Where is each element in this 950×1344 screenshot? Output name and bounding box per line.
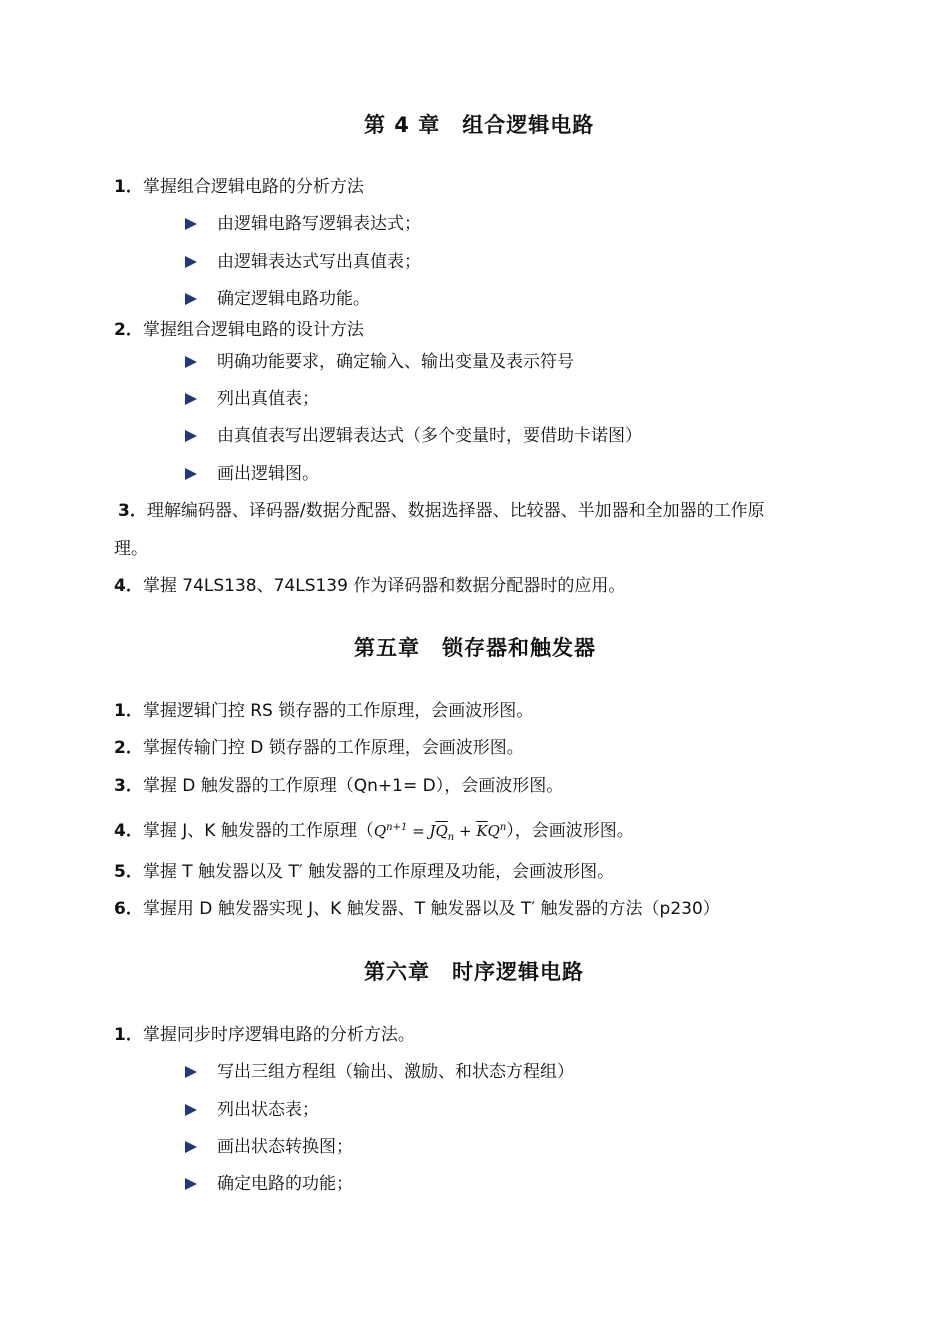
ch6-sub1-4: 确定电路的功能； <box>217 1174 353 1194</box>
bullet-arrow-icon <box>185 356 197 368</box>
ch4-item-3-continuation: 理。 <box>114 539 148 559</box>
ch4-item-2 <box>114 319 364 341</box>
item-number: 1． <box>114 177 143 197</box>
item-text: 掌握同步时序逻辑电路的分析方法。 <box>142 1025 415 1045</box>
item-number: 3． <box>114 776 143 796</box>
bullet-arrow-icon <box>185 256 197 268</box>
ch4-item-3 <box>118 500 765 522</box>
chapter6-title: 第六章 时序逻辑电路 <box>364 960 584 984</box>
item-number: 4． <box>114 576 143 596</box>
ch4-sub1-2: 由逻辑表达式写出真值表； <box>217 252 421 272</box>
item-text: 掌握组合逻辑电路的分析方法 <box>142 177 364 197</box>
ch4-sub2-2: 列出真值表； <box>217 389 319 409</box>
item-text: 理解编码器、译码器/数据分配器、数据选择器、比较器、半加器和全加器的工作原 <box>146 501 765 521</box>
item-number: 6． <box>114 899 143 919</box>
ch5-item-2 <box>114 737 524 759</box>
ch4-sub1-3: 确定逻辑电路功能。 <box>217 289 370 309</box>
item-number: 3． <box>118 501 147 521</box>
ch5-item-4 <box>114 817 634 849</box>
ch6-sub1-2: 列出状态表； <box>217 1100 319 1120</box>
bullet-arrow-icon <box>185 1066 197 1078</box>
bullet-arrow-icon <box>185 293 197 305</box>
item-text: 掌握 D 触发器的工作原理（Qn+1= D），会画波形图。 <box>142 776 564 796</box>
item-text: 掌握组合逻辑电路的设计方法 <box>142 320 364 340</box>
bullet-arrow-icon <box>185 1104 197 1116</box>
item-text: 掌握 J、K 触发器的工作原理（ <box>142 821 374 841</box>
ch5-item-3 <box>114 775 563 797</box>
item-number: 2． <box>114 738 143 758</box>
item-number: 1． <box>114 701 143 721</box>
item-text-after: ），会画波形图。 <box>506 821 634 841</box>
chapter4-title: 第 4 章 组合逻辑电路 <box>364 113 595 137</box>
item-text: 掌握 74LS138、74LS139 作为译码器和数据分配器时的应用。 <box>142 576 626 596</box>
item-number: 5． <box>114 862 143 882</box>
item-number: 1． <box>114 1025 143 1045</box>
item-text: 掌握逻辑门控 RS 锁存器的工作原理，会画波形图。 <box>142 701 534 721</box>
jk-formula: $Q^{n+1} = J\overline{Q}_n + \overline{K}Q^n$ <box>373 822 507 843</box>
bullet-arrow-icon <box>185 393 197 405</box>
ch6-sub1-3: 画出状态转换图； <box>217 1137 353 1157</box>
bullet-arrow-icon <box>185 1178 197 1190</box>
item-text: 掌握用 D 触发器实现 J、K 触发器、T 触发器以及 T′ 触发器的方法（p230） <box>142 899 720 919</box>
chapter5-title: 第五章 锁存器和触发器 <box>354 636 596 660</box>
item-number: 2． <box>114 320 143 340</box>
ch4-sub1-1: 由逻辑电路写逻辑表达式； <box>217 214 421 234</box>
ch5-item-6 <box>114 898 720 920</box>
bullet-arrow-icon <box>185 468 197 480</box>
item-text: 掌握 T 触发器以及 T′ 触发器的工作原理及功能，会画波形图。 <box>142 862 615 882</box>
bullet-arrow-icon <box>185 430 197 442</box>
bullet-arrow-icon <box>185 218 197 230</box>
ch5-item-5 <box>114 861 614 883</box>
ch4-item-4 <box>114 575 625 597</box>
ch4-sub2-3: 由真值表写出逻辑表达式（多个变量时，要借助卡诺图） <box>217 426 642 446</box>
ch5-item-1 <box>114 700 533 722</box>
item-text: 掌握传输门控 D 锁存器的工作原理，会画波形图。 <box>142 738 524 758</box>
ch4-item-1 <box>114 176 364 198</box>
ch6-item-1 <box>114 1024 415 1046</box>
ch6-sub1-1: 写出三组方程组（输出、激励、和状态方程组） <box>217 1062 574 1082</box>
item-number: 4． <box>114 821 143 841</box>
bullet-arrow-icon <box>185 1141 197 1153</box>
ch4-sub2-4: 画出逻辑图。 <box>217 464 319 484</box>
ch4-sub2-1: 明确功能要求，确定输入、输出变量及表示符号 <box>217 352 574 372</box>
